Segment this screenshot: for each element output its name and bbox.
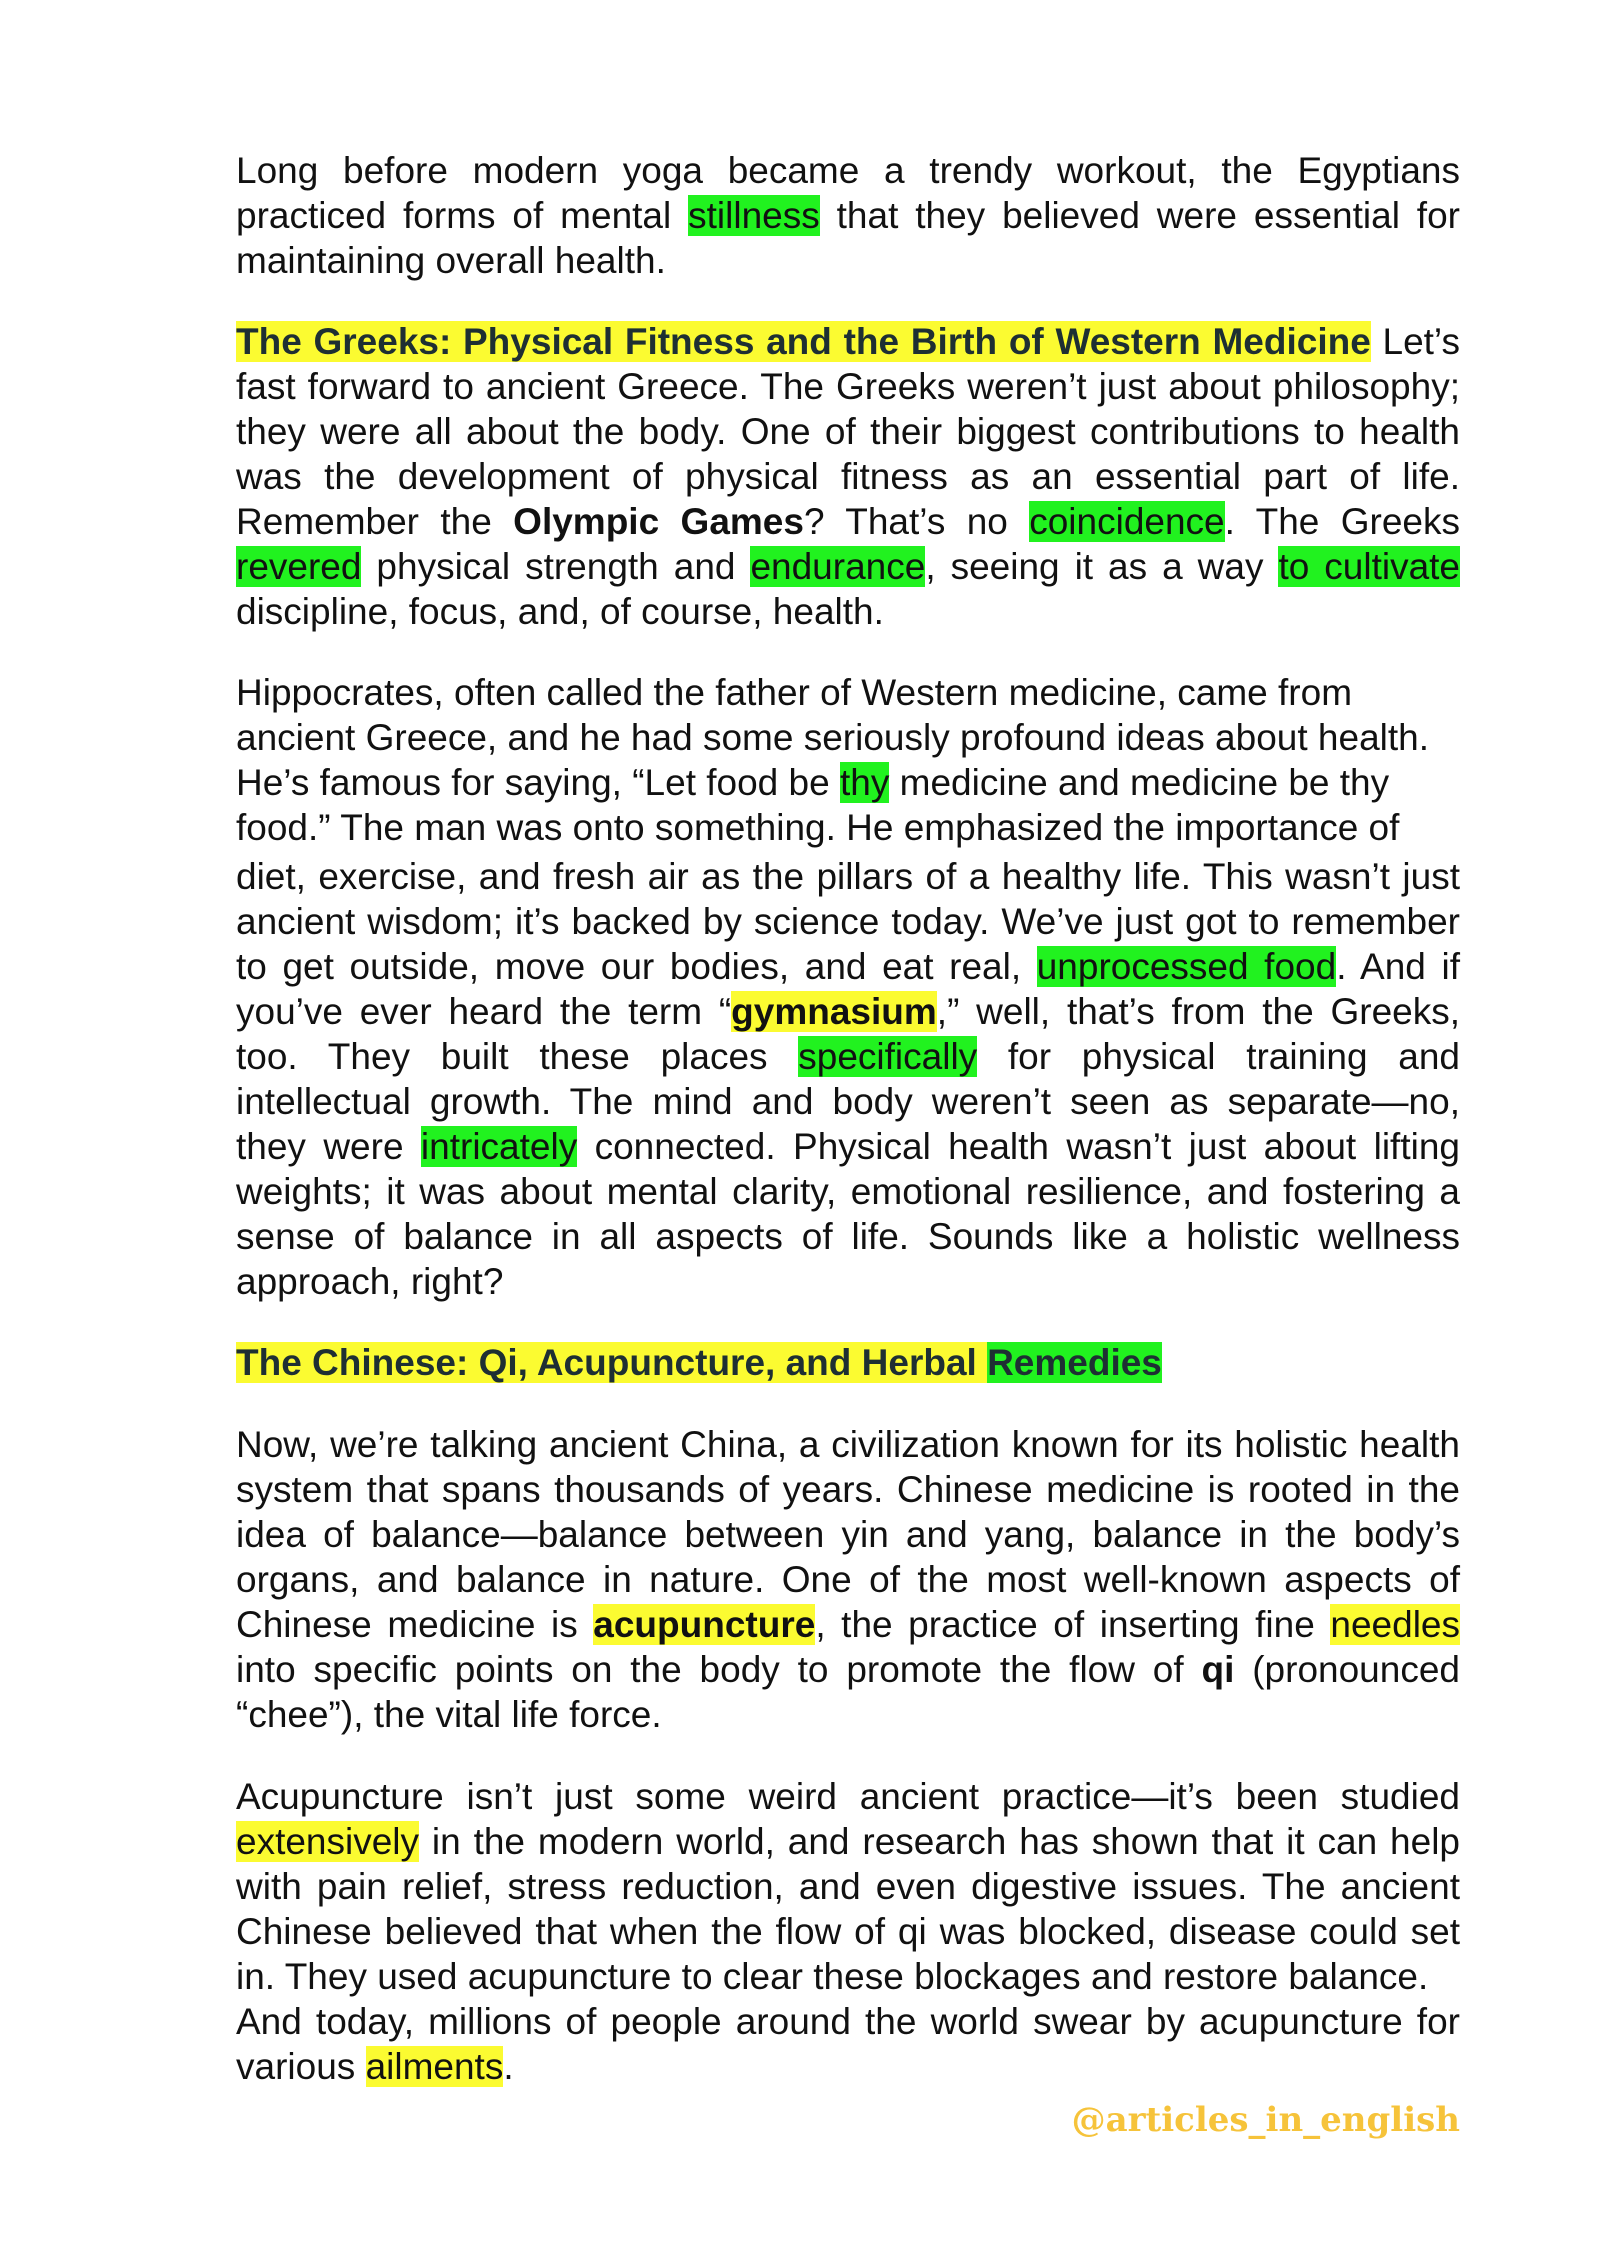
heading-text: The Chinese: Qi, Acupuncture, and Herbal — [236, 1342, 988, 1383]
text: Hippocrates, often called the father of Western medicine, came from ancient Greece, and he had some seriously profound ideas about health. — [236, 672, 1430, 758]
heading-highlight-green: Remedies — [987, 1342, 1162, 1383]
highlight-green: specifically — [798, 1036, 978, 1077]
text: , seeing it as a way — [925, 546, 1279, 587]
text: And today, millions of people around the world swear by acupuncture for various — [236, 2001, 1460, 2087]
highlight-green: to cultivate — [1278, 546, 1461, 587]
text: Acupuncture isn’t just some weird ancient practice—it’s been studied — [236, 1776, 1460, 1817]
paragraph-hippocrates — [236, 670, 1460, 760]
highlight-green: revered — [236, 546, 362, 587]
text: . The Greeks — [1224, 501, 1460, 542]
text: for physical training and intellectual growth. The mind and body weren’t seen as separate—no, they were — [236, 1036, 1460, 1167]
text: He’s famous for saying, “Let food be — [236, 762, 840, 803]
bold-term: qi — [1201, 1649, 1235, 1690]
text: into specific points on the body to promote the flow of — [236, 1649, 1202, 1690]
document-page — [236, 148, 1460, 2089]
text: connected. Physical health wasn’t just about lifting weights; it was about mental clarity, emotional resilience, and fostering a sense of balance in all aspects of life. Sounds like a holistic wellness approach, right? — [236, 1126, 1460, 1302]
paragraph-hippocrates-3 — [236, 854, 1460, 1304]
text: in the modern world, and research has shown that it can help with pain relief, stress reduction, and even digestive issues. The ancient Chinese believed that when the flow of qi was blocked, disease could set in. They used acupuncture to clear these blockages and restore balance. — [236, 1821, 1460, 1997]
text: Long before modern yoga became a trendy workout, the Egyptians practiced forms of mental — [236, 150, 1460, 236]
text: Let’s fast forward to ancient Greece. The Greeks weren’t just about philosophy; they were all about the body. One of their biggest contributions to health was the development of physical fitness as an essential part of life. Remember the — [236, 321, 1460, 542]
text: physical strength and — [361, 546, 751, 587]
highlight-green: endurance — [750, 546, 926, 587]
text: . And if you’ve ever heard the term “ — [236, 946, 1460, 1032]
text: Now, we’re talking ancient China, a civilization known for its holistic health system that spans thousands of years. Chinese medicine is rooted in the idea of balance—balance between yin and yang, balance in the body’s organs, and balance in nature. One of the most well-known aspects of Chinese medicine is — [236, 1424, 1460, 1645]
text: discipline, focus, and, of course, health. — [236, 591, 884, 632]
text: , the practice of inserting fine — [815, 1604, 1331, 1645]
paragraph-hippocrates-2 — [236, 760, 1460, 850]
highlight-green: intricately — [420, 1126, 578, 1167]
text: ,” well, that’s from the Greeks, too. They built these places — [236, 991, 1460, 1077]
paragraph-egyptians — [236, 148, 1460, 283]
text: diet, exercise, and fresh air as the pillars of a healthy life. This wasn’t just ancient wisdom; it’s backed by science today. We’ve just got to remember to get outside, move our bodies, and eat real, — [236, 856, 1460, 987]
paragraph-acupuncture-2 — [236, 1999, 1460, 2089]
section-heading-chinese — [236, 1340, 1460, 1385]
paragraph-greeks — [236, 319, 1460, 634]
highlight-yellow: extensively — [236, 1821, 420, 1862]
text: medicine and medicine be thy food.” The man was onto something. He emphasized the importance of — [236, 762, 1400, 848]
text: ? That’s no — [803, 501, 1030, 542]
paragraph-chinese — [236, 1422, 1460, 1737]
highlight-yellow: needles — [1330, 1604, 1460, 1645]
highlight-green: coincidence — [1029, 501, 1225, 542]
text: (pronounced “chee”), the vital life force. — [236, 1649, 1460, 1735]
highlight-yellow-bold: gymnasium — [731, 991, 937, 1032]
text: . — [503, 2046, 514, 2087]
paragraph-acupuncture — [236, 1774, 1460, 1999]
section-heading-greeks: The Greeks: Physical Fitness and the Birth of Western Medicine — [236, 321, 1371, 362]
highlight-green: stillness — [688, 195, 820, 236]
watermark-handle: @articles_in_english — [1071, 2100, 1460, 2140]
highlight-yellow-bold: acupuncture — [593, 1604, 816, 1645]
highlight-green: unprocessed food — [1036, 946, 1337, 987]
highlight-yellow: ailments — [365, 2046, 504, 2087]
bold-term: Olympic Games — [513, 501, 804, 542]
text: that they believed were essential for maintaining overall health. — [236, 195, 1460, 281]
highlight-green: thy — [839, 762, 890, 803]
